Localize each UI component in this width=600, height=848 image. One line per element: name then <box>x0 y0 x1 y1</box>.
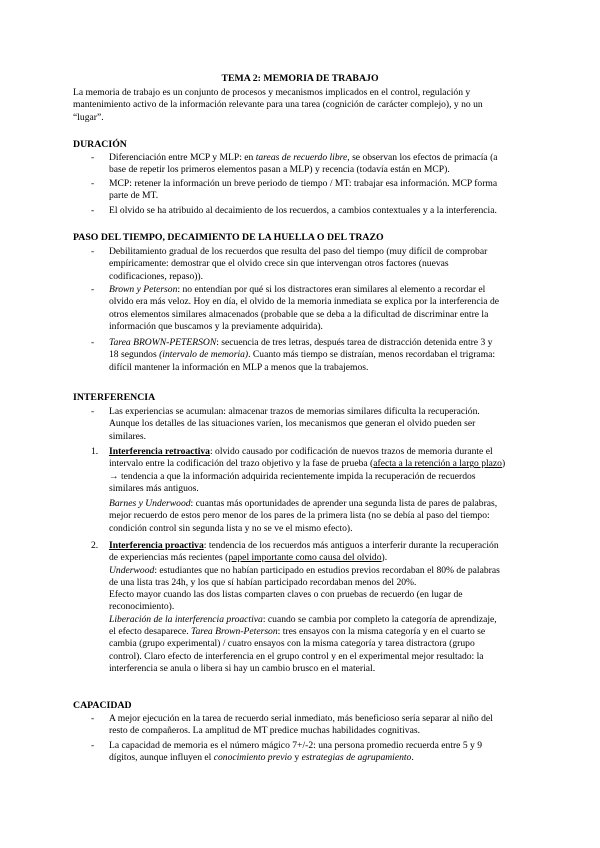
italic-run: Brown y Peterson <box>109 284 178 295</box>
intro-paragraph <box>73 87 483 124</box>
intro-line: La memoria de trabajo es un conjunto de procesos y mecanismos implicados en el control, regulación y <box>73 87 471 98</box>
text-line: → tendencia a que la información adquirida recientemente impida la recuperación de recuerdos <box>109 470 476 482</box>
text-line: cambia (grupo experimental) / cuatro ensayos con la misma categoría y tarea distractora (grupo <box>109 638 475 650</box>
italic-run: Underwood <box>109 564 155 576</box>
bullet-dash: - <box>91 406 95 417</box>
text-line: parte de MT. <box>109 190 159 202</box>
text-run: ) <box>501 458 506 470</box>
text-line: codificaciones, repaso)). <box>109 270 204 282</box>
bullet-dash: - <box>91 337 95 348</box>
text-line: condición control sin segunda lista y no se ve el mismo efecto). <box>109 522 353 534</box>
duracion-bullet-3 <box>109 205 529 217</box>
text-line: reconocimiento). <box>109 601 175 613</box>
italic-run: conocimiento previo <box>213 752 292 764</box>
text-run: dígitos, aunque influyen el <box>109 752 214 764</box>
bullet-dash: - <box>91 713 95 724</box>
text-run: : tres ensayos con la misma categoría y en el cuarto se <box>277 626 486 638</box>
duracion-bullet-1 <box>109 152 529 177</box>
text-run: 18 segundos <box>109 349 160 361</box>
text-line: Aunque los detalles de las situaciones varíen, los mecanismos que generan el olvido pueden ser <box>109 418 476 430</box>
text-run: el efecto desaparece. <box>109 626 192 638</box>
text-line: El olvido se ha atribuido al decaimiento de los recuerdos, a cambios contextuales y a la interferencia. <box>109 205 497 216</box>
text-line: de una lista tras 24h, y los que sí habían participado recordaban menos del 20%. <box>109 576 417 588</box>
italic-run: (intervalo de memoria) <box>159 349 249 361</box>
interferencia-retroactiva-item <box>109 446 529 535</box>
list-number: 1. <box>91 446 99 457</box>
term-retroactiva: Interferencia retroactiva <box>109 446 210 457</box>
italic-run: Liberación de la interferencia proactiva <box>109 613 263 625</box>
heading-capacidad: CAPACIDAD <box>73 700 132 711</box>
underlined-run: papel importante como causa del olvido <box>228 552 382 564</box>
text-run: : no entendían por qué si los distractores eran similares al elemento a recordar el <box>177 284 486 295</box>
text-line: Las experiencias se acumulan: almacenar trazos de memorias similares dificulta la recuperación. <box>109 406 480 417</box>
text-line: similares. <box>109 430 147 442</box>
italic-run: Barnes y Underwood <box>109 498 191 510</box>
text-run: . Cuanto más tiempo se distraían, menos recordaban el trigrama: <box>248 349 496 361</box>
bullet-dash: - <box>91 205 95 216</box>
text-line: interferencia se anula o libera si hay un cambio brusco en el material. <box>109 662 376 674</box>
paso-bullet-2 <box>109 284 529 333</box>
text-run: Diferenciación entre MCP y MLP: en <box>109 152 256 163</box>
duracion-bullet-2 <box>109 178 529 203</box>
heading-interferencia: INTERFERENCIA <box>73 392 156 403</box>
capacidad-bullet-1 <box>109 713 529 738</box>
text-line: control). Claro efecto de interferencia en el grupo control y en el experimental mejor resultado: la <box>109 650 484 662</box>
italic-run: tareas de recuerdo libre <box>255 152 348 163</box>
italic-run: estrategias de agrupamiento <box>301 752 412 764</box>
text-line: mejor recuerdo de estos pero menor de los pares de la primera lista (no se debía al paso del tiempo: <box>109 510 490 522</box>
text-line: información que buscamos y la previamente adquirida). <box>109 320 323 332</box>
text-run: y <box>291 752 302 764</box>
text-run: : cuando se cambia por completo la categoría de aprendizaje, <box>262 613 497 625</box>
bullet-dash: - <box>91 740 95 751</box>
text-line: olvido era más veloz. Hoy en día, el olvido de la memoria inmediata se explica por la interferencia de <box>109 296 499 308</box>
text-run: de experiencias más recientes ( <box>109 552 229 564</box>
intro-line: mantenimiento activo de la información relevante para una tarea (cognición de carácter complejo), y no un <box>73 99 483 111</box>
text-run: intervalo entre la codificación del trazo objetivo y la fase de prueba ( <box>109 458 374 470</box>
text-run: : olvido causado por codificación de nuevos trazos de memoria durante el <box>209 446 493 457</box>
text-line: resto de compañeros. La amplitud de MT predice muchas habilidades cognitivas. <box>109 725 420 737</box>
term-proactiva: Interferencia proactiva <box>109 540 204 551</box>
bullet-dash: - <box>91 178 95 189</box>
bullet-dash: - <box>91 152 95 163</box>
text-run: : estudiantes que no habían participado en estudios previos recordaban el 80% de palabras <box>154 564 500 576</box>
text-line: base de repetir los primeros elementos pasan a MLP) y recencia (todavía están en MCP). <box>109 164 450 176</box>
italic-run: Tarea BROWN-PETERSON <box>109 337 217 348</box>
text-run: : cuantas más oportunidades de aprender una segunda lista de pares de palabras, <box>190 498 498 510</box>
underlined-run: afecta a la retención a largo plazo <box>373 458 502 470</box>
text-line: A mejor ejecución en la tarea de recuerdo serial inmediato, más beneficioso sería separar al niño del <box>109 713 493 724</box>
text-line: MCP: retener la información un breve periodo de tiempo / MT: trabajar esa información. MCP forma <box>109 178 498 189</box>
text-run: , se observan los efectos de primacía (a <box>347 152 498 163</box>
interferencia-proactiva-item <box>109 540 529 675</box>
text-run: : tendencia de los recuerdos más antiguos a interferir durante la recuperación <box>203 540 499 551</box>
bullet-dash: - <box>91 246 95 257</box>
capacidad-bullet-2 <box>109 740 529 765</box>
text-line: similares más antiguos. <box>109 482 199 494</box>
list-number: 2. <box>91 540 99 551</box>
text-line: difícil mantener la información en MLP a menos que la trabajemos. <box>109 361 369 373</box>
heading-paso-del-tiempo: PASO DEL TIEMPO, DECAIMIENTO DE LA HUELLA O DEL TRAZO <box>73 232 384 243</box>
text-line: Debilitamiento gradual de los recuerdos que resulta del paso del tiempo (muy difícil de comprobar <box>109 246 488 257</box>
intro-line: “lugar”. <box>73 111 104 123</box>
bullet-dash: - <box>91 284 95 295</box>
text-line: otros elementos similares almacenados (probable que se deba a la dificultad de discriminar entre la <box>109 308 489 320</box>
text-line: Efecto mayor cuando las dos listas comparten claves o con pruebas de recuerdo (en lugar de <box>109 589 463 601</box>
text-line: La capacidad de memoria es el número mágico 7+/-2: una persona promedio recuerda entre 5 y 9 <box>109 740 483 751</box>
italic-run: Tarea Brown-Peterson <box>191 626 278 638</box>
text-run: . <box>411 752 414 764</box>
paso-bullet-1 <box>109 246 529 283</box>
text-run: : secuencia de tres letras, después tarea de distracción detenida entre 3 y <box>216 337 493 348</box>
interferencia-bullet-1 <box>109 406 529 443</box>
text-run: ). <box>381 552 388 564</box>
paso-bullet-3 <box>109 337 529 374</box>
document-title: TEMA 2: MEMORIA DE TRABAJO <box>221 73 379 84</box>
heading-duracion: DURACIÓN <box>73 139 127 150</box>
text-line: empíricamente: demostrar que el olvido crece sin que intervengan otros factores (nuevas <box>109 258 449 270</box>
